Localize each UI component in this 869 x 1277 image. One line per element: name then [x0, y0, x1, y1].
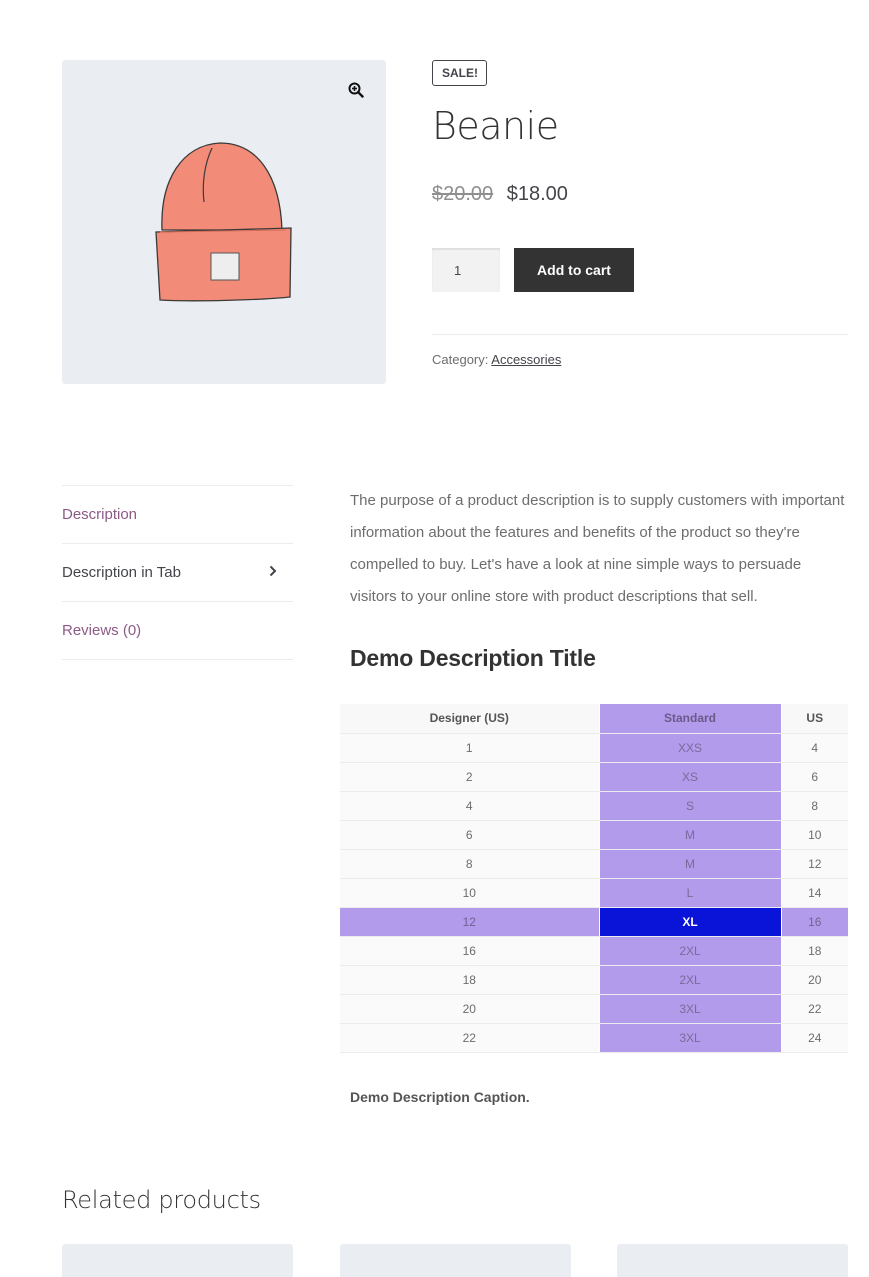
- related-product-card[interactable]: [340, 1244, 571, 1277]
- table-row: [340, 965, 848, 994]
- table-row: [340, 762, 848, 791]
- table-cell: 12: [340, 907, 599, 936]
- table-cell: 2XL: [599, 936, 781, 965]
- table-cell: 12: [781, 849, 848, 878]
- product-summary: [432, 60, 848, 367]
- category-link[interactable]: Accessories: [491, 352, 562, 367]
- description-text: The purpose of a product description is to supply customers with important information about the features and benefits of the product so they're compelled to buy. Let's have a look at nine simple ways to persuade visitors to your online store with product descriptions that sell.: [350, 492, 845, 605]
- description-title: Demo Description Title: [350, 645, 596, 671]
- table-cell: XXS: [599, 733, 781, 762]
- product-image-gallery[interactable]: [62, 60, 386, 384]
- description-caption: Demo Description Caption.: [350, 1089, 530, 1105]
- tab-reviews[interactable]: [62, 602, 293, 660]
- table-row: [340, 849, 848, 878]
- table-cell: 4: [781, 733, 848, 762]
- table-cell: 2: [340, 762, 599, 791]
- table-row-highlighted: [340, 907, 848, 936]
- price-sale: $18.00: [506, 183, 568, 205]
- column-header: Standard: [599, 704, 781, 733]
- description-panel: [350, 485, 848, 672]
- column-header: US: [781, 704, 848, 733]
- table-cell: 22: [340, 1023, 599, 1052]
- sale-badge: SALE!: [432, 60, 487, 86]
- table-row: [340, 936, 848, 965]
- category-label: Category:: [432, 352, 489, 367]
- table-row: [340, 878, 848, 907]
- product-title: Beanie: [432, 104, 559, 148]
- price-original: $20.00: [432, 183, 494, 205]
- divider: [432, 334, 848, 335]
- quantity-input[interactable]: [432, 248, 500, 292]
- table-cell: 22: [781, 994, 848, 1023]
- table-cell: 6: [340, 820, 599, 849]
- column-header: Designer (US): [340, 704, 599, 733]
- zoom-in-icon[interactable]: [344, 78, 368, 102]
- table-cell: 4: [340, 791, 599, 820]
- tab-label: Description in Tab: [62, 564, 181, 581]
- table-cell: S: [599, 791, 781, 820]
- table-cell: 1: [340, 733, 599, 762]
- product-price: [432, 182, 848, 206]
- table-cell: 18: [340, 965, 599, 994]
- table-cell: M: [599, 820, 781, 849]
- add-to-cart-form: [432, 248, 848, 292]
- tab-description-in-tab[interactable]: [62, 544, 293, 602]
- related-products-title: Related products: [62, 1186, 261, 1214]
- table-cell: 16: [781, 907, 848, 936]
- table-cell: 10: [340, 878, 599, 907]
- table-row: [340, 820, 848, 849]
- table-cell: XS: [599, 762, 781, 791]
- tab-label: Description: [62, 506, 138, 523]
- table-cell: 8: [340, 849, 599, 878]
- table-row: [340, 1023, 848, 1052]
- add-to-cart-button[interactable]: Add to cart: [514, 248, 634, 292]
- table-cell: 10: [781, 820, 848, 849]
- table-cell: 6: [781, 762, 848, 791]
- table-cell: 8: [781, 791, 848, 820]
- table-cell: 16: [340, 936, 599, 965]
- table-cell: L: [599, 878, 781, 907]
- tab-description[interactable]: [62, 486, 293, 544]
- table-cell: 20: [781, 965, 848, 994]
- size-table: [340, 704, 848, 1053]
- beanie-image: [152, 140, 292, 305]
- related-product-card[interactable]: [617, 1244, 848, 1277]
- table-cell: 2XL: [599, 965, 781, 994]
- related-product-card[interactable]: [62, 1244, 293, 1277]
- table-cell: 3XL: [599, 994, 781, 1023]
- table-cell: 20: [340, 994, 599, 1023]
- table-cell: 18: [781, 936, 848, 965]
- table-cell: M: [599, 849, 781, 878]
- table-row: [340, 994, 848, 1023]
- product-meta: [432, 352, 848, 367]
- table-row: [340, 733, 848, 762]
- table-cell-active: XL: [599, 907, 781, 936]
- tab-label: Reviews (0): [62, 622, 142, 639]
- table-header-row: [340, 704, 848, 733]
- table-cell: 24: [781, 1023, 848, 1052]
- table-row: [340, 791, 848, 820]
- chevron-right-icon: [269, 565, 277, 580]
- product-tabs: [62, 485, 293, 660]
- table-cell: 3XL: [599, 1023, 781, 1052]
- table-cell: 14: [781, 878, 848, 907]
